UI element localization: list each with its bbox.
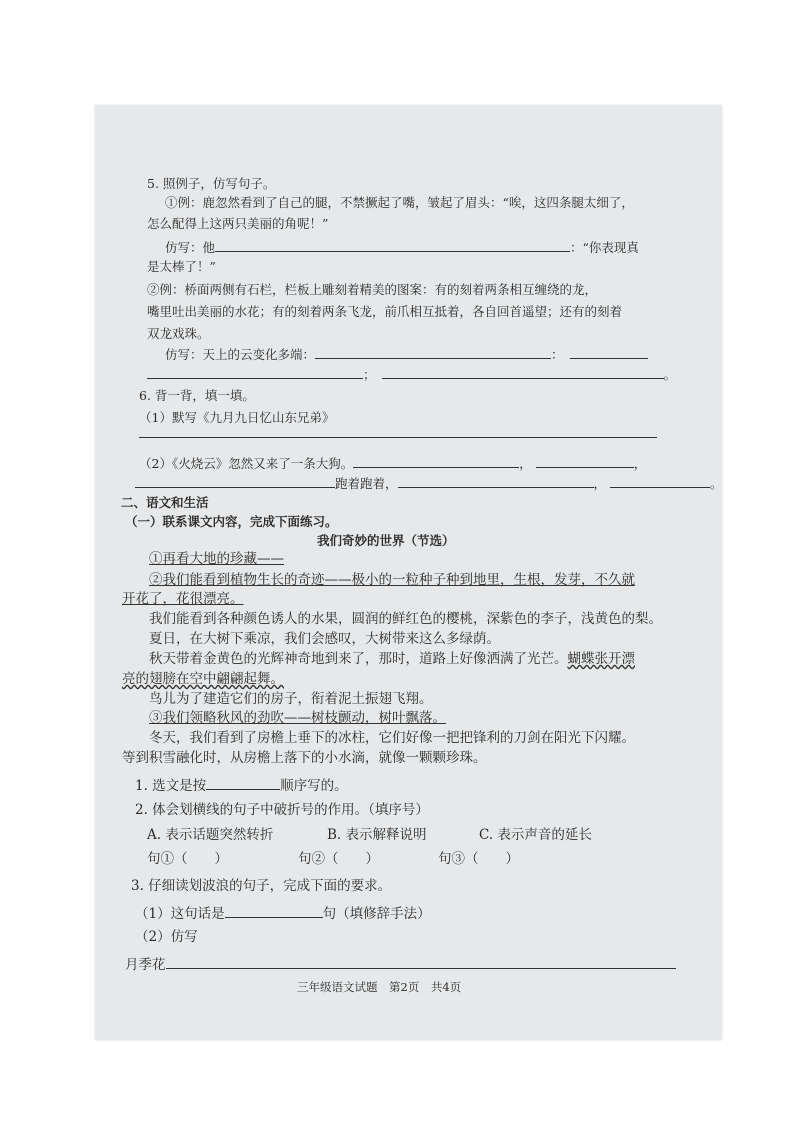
- q5-imitate1-suffix: ：“你表现真: [570, 240, 639, 255]
- section2-heading: 二、语文和生活: [121, 495, 209, 510]
- question-2-sentence-1[interactable]: 句①（ ）: [147, 851, 228, 867]
- q5-imitate2-blank-1[interactable]: [315, 345, 551, 359]
- question-1: [135, 776, 348, 794]
- q5-imitate2-line2: [147, 365, 676, 383]
- passage-line-1: ①再看大地的珍藏——: [149, 551, 284, 567]
- q6-item2-blank-5[interactable]: [610, 474, 710, 488]
- q6-item2-text: （2）《火烧云》忽然又来了一条大狗。: [139, 456, 354, 471]
- q5-imitate2-blank-2[interactable]: [570, 345, 648, 359]
- q6-item2-period: 。: [710, 476, 723, 491]
- q6-item2-running: 跑着跑着，: [335, 476, 398, 491]
- question-3-1-blank[interactable]: [225, 904, 323, 918]
- passage-wavy-start: 蝴蝶张开漂: [567, 651, 635, 667]
- q5-example1-line1: ①例：鹿忽然看到了自己的腿，不禁撅起了嘴，皱起了眉头：“唉，这四条腿太细了，: [165, 195, 634, 210]
- question-2-sentence-2[interactable]: 句②（ ）: [298, 851, 379, 867]
- q5-imitate1-blank[interactable]: [215, 238, 570, 252]
- passage-line-5: 夏日，在大树下乘凉，我们会感叹，大树带来这么多绿荫。: [149, 631, 500, 647]
- q6-item2-comma-2: ，: [633, 456, 647, 471]
- question-3-1-prefix: （1）这句话是: [135, 906, 225, 922]
- question-3: 3. 仔细读划波浪的句子，完成下面的要求。: [131, 878, 392, 894]
- q5-example1-line2: 怎么配得上这两只美丽的角呢！”: [147, 216, 329, 231]
- page-footer: 三年级语文试题 第2页 共4页: [297, 980, 462, 994]
- q6-item2-blank-3[interactable]: [135, 474, 335, 488]
- q5-imitate1: [165, 238, 639, 256]
- question-2-option-a: A. 表示话题突然转折: [147, 827, 274, 843]
- question-3-3: [125, 955, 676, 973]
- passage-line-6-text: 秋天带着金黄色的光辉神奇地到来了，那时，道路上好像洒满了光芒。: [149, 651, 568, 667]
- question-2-sentence-3[interactable]: 句③（ ）: [438, 851, 519, 867]
- q6-item2-comma-3: ，: [593, 476, 607, 491]
- q5-imitate2-colon: ：: [551, 347, 564, 362]
- question-1-blank[interactable]: [206, 776, 280, 790]
- q5-imitate2-prefix: 仿写：天上的云变化多端：: [165, 347, 316, 362]
- passage-line-8: 鸟儿为了建造它们的房子，衔着泥土振翅飞翔。: [149, 691, 433, 707]
- question-3-2: （2）仿写: [135, 929, 198, 945]
- q6-item2-blank-1[interactable]: [353, 454, 519, 468]
- q6-item2-blank-2[interactable]: [536, 454, 634, 468]
- question-1-suffix: 顺序写的。: [280, 778, 348, 794]
- q5-example2-line2: 嘴里吐出美丽的水花；有的刻着两条飞龙，前爪相互抵着，各自回首遥望；还有的刻着: [147, 304, 623, 319]
- q6-item1-blank[interactable]: [139, 437, 657, 438]
- q5-example2-line3: 双龙戏珠。: [147, 326, 210, 341]
- question-3-3-label: 月季花: [125, 957, 166, 973]
- q5-imitate1-line2: 是太棒了！”: [147, 259, 216, 274]
- q6-title: 6. 背一背，填一填。: [139, 388, 255, 403]
- question-3-3-blank[interactable]: [166, 955, 676, 969]
- q6-item1: （1）默写《九月九日忆山东兄弟》: [139, 410, 335, 425]
- q6-item2-line2: [135, 474, 723, 492]
- question-2-option-c: C. 表示声音的延长: [479, 827, 592, 843]
- question-3-1-suffix: 句（填修辞手法）: [322, 906, 431, 922]
- q5-imitate2-blank-3[interactable]: [147, 365, 363, 379]
- q5-title: 5. 照例子，仿写句子。: [147, 176, 276, 191]
- passage-wavy-sentence: 亮的翅膀在空中翩翩起舞。: [122, 671, 284, 687]
- q5-imitate2-blank-4[interactable]: [382, 365, 664, 379]
- passage-line-6: [149, 651, 635, 667]
- q5-imitate2-period: 。: [663, 367, 677, 382]
- passage-line-2: ②我们能看到植物生长的奇迹——极小的一粒种子种到地里，生根，发芽，不久就: [149, 572, 635, 588]
- q6-item2-blank-4[interactable]: [398, 474, 594, 488]
- exam-page: [95, 105, 722, 1040]
- question-2: 2. 体会划横线的句子中破折号的作用。（填序号）: [135, 802, 429, 818]
- question-3-1: [135, 904, 431, 922]
- q5-example2-line1: ②例：桥面两侧有石栏，栏板上雕刻着精美的图案：有的刻着两条相互缠绕的龙，: [147, 282, 598, 297]
- question-1-prefix: 1. 选文是按: [135, 778, 207, 794]
- section2-subheading: （一）联系课文内容，完成下面练习。: [125, 514, 338, 529]
- question-2-option-b: B. 表示解释说明: [327, 827, 427, 843]
- q6-item2: [139, 454, 646, 472]
- passage-line-10: 冬天，我们看到了房檐上垂下的冰柱，它们好像一把把锋利的刀剑在阳光下闪耀。: [149, 730, 635, 746]
- passage-line-11: 等到积雪融化时，从房檐上落下的小水滴，就像一颗颗珍珠。: [122, 750, 487, 766]
- passage-line-9: ③我们领略秋风的劲吹——树枝颤动，树叶飘落。: [149, 710, 446, 726]
- passage-line-4: 我们能看到各种颜色诱人的水果，圆润的鲜红色的樱桃，深紫色的李子，浅黄色的梨。: [149, 611, 662, 627]
- q5-imitate2: [165, 345, 648, 363]
- passage-title: 我们奇妙的世界（节选）: [317, 533, 455, 548]
- q6-item2-comma-1: ，: [519, 456, 532, 471]
- q5-imitate2-semicolon: ；: [363, 367, 376, 382]
- q5-imitate1-prefix: 仿写：他: [165, 240, 216, 255]
- passage-line-3: 开花了，花很漂亮。: [122, 591, 244, 607]
